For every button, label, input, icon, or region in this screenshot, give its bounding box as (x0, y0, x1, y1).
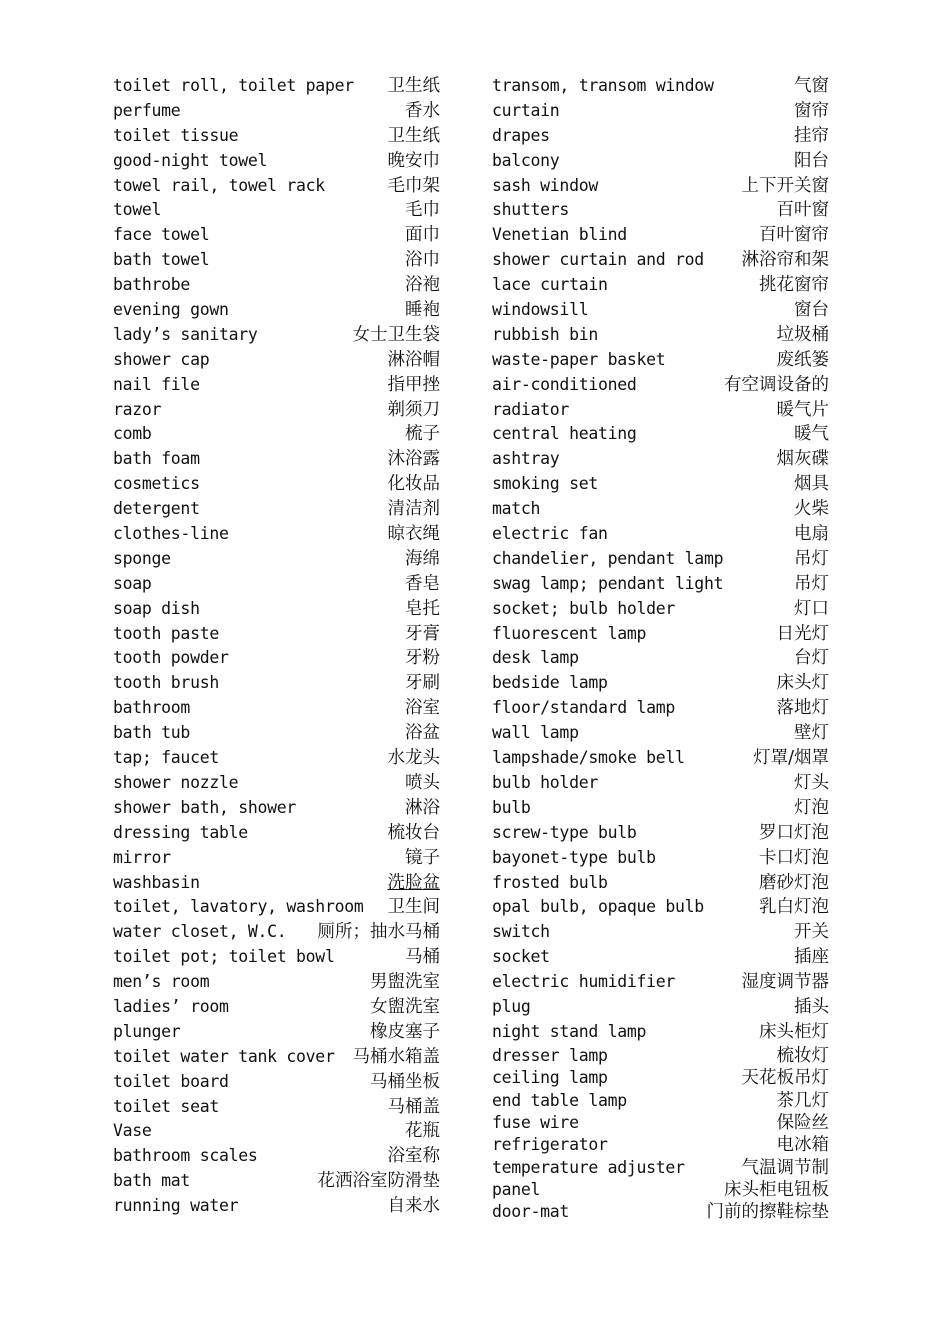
chinese-term: 废纸篓 (776, 349, 829, 370)
english-term: chandelier, pendant lamp (492, 548, 724, 568)
vocab-entry (492, 1067, 829, 1089)
chinese-term: 梳妆灯 (776, 1045, 829, 1066)
english-term: bathrobe (113, 275, 191, 295)
english-term: smoking set (492, 474, 598, 494)
chinese-term: 指甲挫 (387, 374, 440, 395)
english-term: bulb holder (492, 772, 598, 792)
chinese-term: 女盥洗室 (370, 996, 440, 1017)
vocab-entry (492, 174, 829, 199)
chinese-term: 淋浴 (405, 797, 440, 818)
chinese-term: 暖气 (794, 424, 829, 445)
vocab-entry (492, 1201, 829, 1223)
english-term: bathroom (113, 698, 191, 718)
vocab-entry (492, 846, 829, 871)
chinese-term: 磨砂灯泡 (759, 872, 829, 893)
english-term: socket (492, 947, 550, 967)
chinese-term: 梳子 (405, 424, 440, 445)
english-term: toilet seat (113, 1096, 219, 1116)
vocab-entry (492, 99, 829, 124)
chinese-term: 女士卫生袋 (352, 324, 440, 345)
english-term: electric fan (492, 524, 608, 544)
vocab-entry (492, 273, 829, 298)
chinese-term: 香水 (405, 100, 440, 121)
chinese-term: 卫生纸 (387, 76, 440, 96)
chinese-term: 毛巾 (405, 200, 440, 221)
chinese-term: 马桶 (405, 947, 440, 968)
chinese-term: 壁灯 (794, 723, 829, 744)
english-term: soap (113, 573, 152, 593)
chinese-term: 乳白灯泡 (759, 897, 829, 918)
chinese-term: 浴室 (405, 698, 440, 719)
chinese-term: 保险丝 (776, 1112, 829, 1133)
chinese-term: 马桶水箱盖 (352, 1046, 440, 1067)
vocab-entry (113, 1045, 440, 1070)
english-term: rubbish bin (492, 324, 598, 344)
english-term: night stand lamp (492, 1021, 647, 1041)
chinese-term: 灯头 (794, 772, 829, 793)
vocab-entry (113, 1095, 440, 1120)
english-term: bath mat (113, 1171, 191, 1191)
vocab-entry (113, 796, 440, 821)
english-term: towel (113, 200, 162, 220)
chinese-term: 厕所；抽水马桶 (317, 922, 440, 943)
english-term: frosted bulb (492, 872, 608, 892)
vocab-entry (113, 871, 440, 896)
english-term: good-night towel (113, 150, 268, 170)
english-term: transom, transom window (492, 76, 714, 95)
vocab-entry (492, 422, 829, 447)
chinese-term: 气温调节制 (741, 1157, 829, 1178)
vocab-entry (492, 223, 829, 248)
vocab-entry (113, 970, 440, 995)
english-term: radiator (492, 399, 570, 419)
vocab-entry (492, 1112, 829, 1134)
chinese-term: 浴巾 (405, 250, 440, 271)
english-term: lady’s sanitary (113, 324, 258, 344)
chinese-term: 开关 (794, 922, 829, 943)
english-term: end table lamp (492, 1090, 627, 1110)
vocab-entry (113, 895, 440, 920)
english-term: temperature adjuster (492, 1157, 685, 1177)
chinese-term: 剃须刀 (387, 399, 440, 420)
chinese-term: 床头柜灯 (759, 1021, 829, 1042)
vocab-entry (113, 547, 440, 572)
chinese-term: 日光灯 (776, 623, 829, 644)
chinese-term: 男盥洗室 (370, 972, 440, 993)
chinese-term: 毛巾架 (387, 175, 440, 196)
chinese-term: 睡袍 (405, 300, 440, 321)
vocab-entry (113, 622, 440, 647)
english-term: detergent (113, 499, 200, 519)
english-term: curtain (492, 100, 560, 120)
chinese-term: 窗帘 (794, 100, 829, 121)
chinese-term: 落地灯 (776, 698, 829, 719)
chinese-term: 清洁剂 (387, 499, 440, 520)
chinese-term: 皂托 (405, 598, 440, 619)
vocab-entry (492, 323, 829, 348)
chinese-term: 牙粉 (405, 648, 440, 669)
english-term: screw-type bulb (492, 822, 637, 842)
chinese-term: 花瓶 (405, 1121, 440, 1142)
vocab-entry (492, 945, 829, 970)
english-term: bath tub (113, 723, 191, 743)
vocab-entry (113, 597, 440, 622)
vocab-entry (492, 522, 829, 547)
english-term: face towel (113, 225, 210, 245)
left-vocabulary-column (113, 74, 440, 1219)
english-term: central heating (492, 424, 637, 444)
chinese-term: 浴盆 (405, 723, 440, 744)
vocab-entry (113, 1194, 440, 1219)
chinese-term: 暖气片 (776, 399, 829, 420)
chinese-term: 挂帘 (794, 125, 829, 146)
english-term: waste-paper basket (492, 349, 666, 369)
vocab-entry (492, 671, 829, 696)
chinese-term: 茶几灯 (776, 1090, 829, 1111)
chinese-term: 橡皮塞子 (370, 1021, 440, 1042)
chinese-term: 上下开关窗 (741, 175, 829, 196)
english-term: washbasin (113, 872, 200, 892)
vocab-entry (113, 348, 440, 373)
chinese-term: 插头 (794, 996, 829, 1017)
english-term: toilet roll, toilet paper (113, 76, 354, 95)
english-term: ceiling lamp (492, 1068, 608, 1088)
english-term: mirror (113, 847, 171, 867)
vocab-entry (113, 771, 440, 796)
english-term: dressing table (113, 822, 248, 842)
english-term: toilet tissue (113, 125, 239, 145)
vocab-entry (113, 223, 440, 248)
english-term: shower bath, shower (113, 797, 297, 817)
vocab-entry (492, 298, 829, 323)
english-term: Vase (113, 1121, 152, 1141)
chinese-term: 马桶坐板 (370, 1071, 440, 1092)
vocab-entry (113, 472, 440, 497)
chinese-term: 洗脸盆 (387, 872, 440, 893)
english-term: lace curtain (492, 275, 608, 295)
vocab-entry (113, 746, 440, 771)
chinese-term: 罗口灯泡 (759, 822, 829, 843)
english-term: shower nozzle (113, 772, 239, 792)
chinese-term: 镜子 (405, 847, 440, 868)
chinese-term: 海绵 (405, 548, 440, 569)
vocab-entry (492, 497, 829, 522)
english-term: evening gown (113, 300, 229, 320)
english-term: toilet board (113, 1071, 229, 1091)
right-vocabulary-column (492, 74, 829, 1224)
vocab-entry (113, 198, 440, 223)
vocab-entry (113, 447, 440, 472)
vocab-entry (113, 248, 440, 273)
english-term: razor (113, 399, 162, 419)
english-term: shower cap (113, 349, 210, 369)
chinese-term: 火柴 (794, 499, 829, 520)
chinese-term: 阳台 (794, 150, 829, 171)
vocab-entry (113, 821, 440, 846)
english-term: bayonet-type bulb (492, 847, 656, 867)
english-term: water closet, W.C. (113, 922, 287, 942)
chinese-term: 百叶窗 (776, 200, 829, 221)
chinese-term: 花洒浴室防滑垫 (317, 1171, 440, 1192)
vocab-entry (492, 447, 829, 472)
english-term: balcony (492, 150, 560, 170)
vocab-entry (113, 646, 440, 671)
chinese-term: 气窗 (794, 76, 829, 96)
vocab-entry (113, 522, 440, 547)
english-term: door-mat (492, 1202, 570, 1222)
vocab-entry (492, 149, 829, 174)
english-term: ashtray (492, 449, 560, 469)
chinese-term: 垃圾桶 (776, 324, 829, 345)
chinese-term: 电扇 (794, 524, 829, 545)
chinese-term: 水龙头 (387, 748, 440, 769)
vocab-entry (113, 1144, 440, 1169)
vocab-entry (492, 646, 829, 671)
chinese-term: 灯泡 (794, 797, 829, 818)
english-term: match (492, 499, 541, 519)
english-term: nail file (113, 374, 200, 394)
vocab-entry (113, 1020, 440, 1045)
chinese-term: 电冰箱 (776, 1135, 829, 1156)
vocab-entry (492, 1157, 829, 1179)
english-term: cosmetics (113, 474, 200, 494)
chinese-term: 插座 (794, 947, 829, 968)
english-term: tooth powder (113, 648, 229, 668)
vocab-entry (113, 696, 440, 721)
chinese-term: 烟灰碟 (776, 449, 829, 470)
english-term: bathroom scales (113, 1146, 258, 1166)
vocab-entry (492, 198, 829, 223)
vocab-entry (113, 671, 440, 696)
vocab-entry (492, 248, 829, 273)
vocab-entry (492, 821, 829, 846)
english-term: ladies’ room (113, 996, 229, 1016)
vocab-entry (492, 796, 829, 821)
vocab-entry (492, 970, 829, 995)
chinese-term: 浴袍 (405, 275, 440, 296)
chinese-term: 牙刷 (405, 673, 440, 694)
vocab-entry (492, 696, 829, 721)
vocab-entry (113, 323, 440, 348)
chinese-term: 挑花窗帘 (759, 275, 829, 296)
vocab-entry (492, 124, 829, 149)
chinese-term: 百叶窗帘 (759, 225, 829, 246)
chinese-term: 灯罩/烟罩 (753, 748, 829, 769)
english-term: sash window (492, 175, 598, 195)
chinese-term: 晚安巾 (387, 150, 440, 171)
vocab-entry (492, 1045, 829, 1067)
chinese-term: 卫生间 (387, 897, 440, 918)
vocab-entry (113, 373, 440, 398)
english-term: air-conditioned (492, 374, 637, 394)
chinese-term: 浴室称 (387, 1146, 440, 1167)
chinese-term: 卡口灯泡 (759, 847, 829, 868)
vocab-entry (492, 348, 829, 373)
vocab-entry (492, 721, 829, 746)
english-term: Venetian blind (492, 225, 627, 245)
chinese-term: 灯口 (794, 598, 829, 619)
chinese-term: 吊灯 (794, 573, 829, 594)
chinese-term: 面巾 (405, 225, 440, 246)
english-term: drapes (492, 125, 550, 145)
vocab-entry (492, 1090, 829, 1112)
vocab-entry (113, 124, 440, 149)
chinese-term: 湿度调节器 (741, 972, 829, 993)
english-term: tap; faucet (113, 748, 219, 768)
english-term: socket; bulb holder (492, 598, 676, 618)
chinese-term: 床头灯 (776, 673, 829, 694)
english-term: toilet water tank cover (113, 1046, 335, 1066)
chinese-term: 梳妆台 (387, 822, 440, 843)
vocab-entry (492, 572, 829, 597)
english-term: refrigerator (492, 1135, 608, 1155)
english-term: towel rail, towel rack (113, 175, 325, 195)
vocab-entry (492, 398, 829, 423)
vocab-entry (492, 771, 829, 796)
english-term: shutters (492, 200, 570, 220)
chinese-term: 台灯 (794, 648, 829, 669)
english-term: running water (113, 1196, 239, 1216)
vocab-entry (113, 945, 440, 970)
vocab-entry (492, 1020, 829, 1045)
vocab-entry (113, 497, 440, 522)
vocab-entry (492, 746, 829, 771)
vocab-entry (492, 74, 829, 99)
english-term: soap dish (113, 598, 200, 618)
chinese-term: 窗台 (794, 300, 829, 321)
vocab-entry (113, 846, 440, 871)
english-term: desk lamp (492, 648, 579, 668)
vocab-entry (113, 149, 440, 174)
vocab-entry (113, 99, 440, 124)
english-term: swag lamp; pendant light (492, 573, 724, 593)
english-term: sponge (113, 548, 171, 568)
chinese-term: 淋浴帽 (387, 349, 440, 370)
chinese-term: 门前的擦鞋棕垫 (706, 1202, 829, 1223)
chinese-term: 吊灯 (794, 548, 829, 569)
vocab-entry (492, 920, 829, 945)
vocab-entry (113, 995, 440, 1020)
vocab-entry (492, 597, 829, 622)
chinese-term: 自来水 (387, 1196, 440, 1217)
english-term: bulb (492, 797, 531, 817)
vocab-entry (113, 422, 440, 447)
english-term: switch (492, 922, 550, 942)
vocab-entry (113, 273, 440, 298)
english-term: wall lamp (492, 723, 579, 743)
vocab-entry (113, 721, 440, 746)
english-term: men’s room (113, 972, 210, 992)
english-term: shower curtain and rod (492, 250, 704, 270)
english-term: bath foam (113, 449, 200, 469)
chinese-term: 化妆品 (387, 474, 440, 495)
english-term: plug (492, 996, 531, 1016)
vocab-entry (492, 373, 829, 398)
chinese-term: 沐浴露 (387, 449, 440, 470)
english-term: tooth paste (113, 623, 219, 643)
chinese-term: 香皂 (405, 573, 440, 594)
english-term: tooth brush (113, 673, 219, 693)
english-term: dresser lamp (492, 1045, 608, 1065)
english-term: windowsill (492, 300, 589, 320)
english-term: plunger (113, 1021, 181, 1041)
english-term: bedside lamp (492, 673, 608, 693)
vocab-entry (492, 1179, 829, 1201)
english-term: opal bulb, opaque bulb (492, 897, 704, 917)
vocab-entry (492, 547, 829, 572)
vocab-entry (113, 174, 440, 199)
vocab-entry (113, 298, 440, 323)
vocab-entry (113, 572, 440, 597)
chinese-term: 天花板吊灯 (741, 1068, 829, 1089)
vocab-entry (492, 871, 829, 896)
chinese-term: 喷头 (405, 772, 440, 793)
vocab-entry (113, 1169, 440, 1194)
vocab-entry (113, 1070, 440, 1095)
chinese-term: 淋浴帘和架 (741, 250, 829, 271)
english-term: comb (113, 424, 152, 444)
vocab-entry (113, 1119, 440, 1144)
english-term: bath towel (113, 250, 210, 270)
english-term: toilet pot; toilet bowl (113, 947, 335, 967)
vocab-entry (492, 895, 829, 920)
vocab-entry (492, 995, 829, 1020)
chinese-term: 卫生纸 (387, 125, 440, 146)
vocab-entry (492, 1134, 829, 1156)
vocab-entry (492, 622, 829, 647)
english-term: perfume (113, 100, 181, 120)
english-term: panel (492, 1180, 541, 1200)
english-term: lampshade/smoke bell (492, 748, 685, 768)
english-term: clothes-line (113, 524, 229, 544)
vocab-entry (113, 920, 440, 945)
english-term: electric humidifier (492, 972, 676, 992)
vocab-entry (113, 398, 440, 423)
chinese-term: 烟具 (794, 474, 829, 495)
chinese-term: 晾衣绳 (387, 524, 440, 545)
chinese-term: 牙膏 (405, 623, 440, 644)
chinese-term: 床头柜电钮板 (724, 1180, 829, 1201)
vocab-entry (492, 472, 829, 497)
vocab-entry (113, 74, 440, 99)
chinese-term: 马桶盖 (387, 1096, 440, 1117)
english-term: fluorescent lamp (492, 623, 647, 643)
english-term: fuse wire (492, 1112, 579, 1132)
english-term: toilet, lavatory, washroom (113, 897, 364, 917)
chinese-term: 有空调设备的 (724, 374, 829, 395)
english-term: floor/standard lamp (492, 698, 676, 718)
